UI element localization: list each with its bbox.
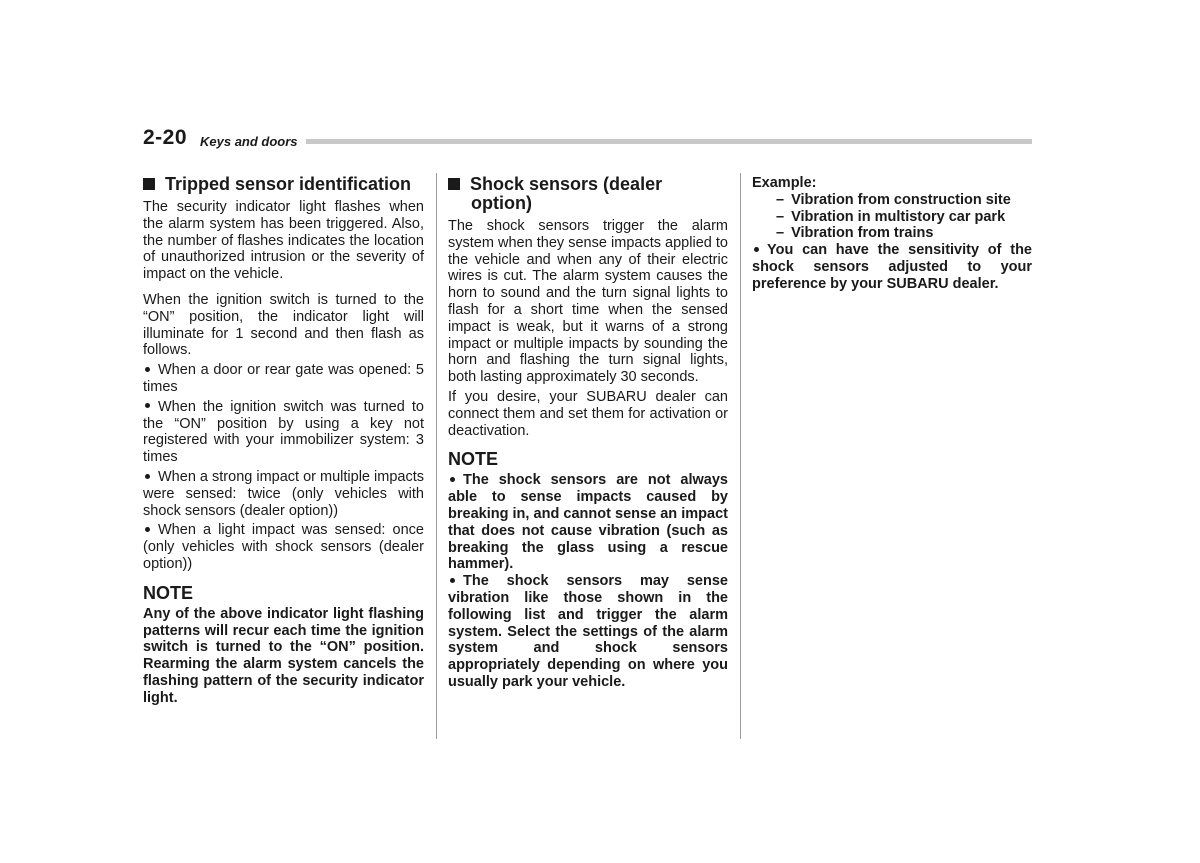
example-list	[752, 192, 1032, 242]
bullet-icon	[145, 527, 150, 532]
note-bullet: You can have the sensitivity of the shock sensors adjusted to your preference by your SUBARU dealer.	[752, 242, 1032, 292]
paragraph: The shock sensors trigger the alarm system when they sense impacts applied to the vehicle and when any of their electric wires is cut. The alarm system causes the horn to sound and the turn signal lights to flash for a short time when the sensed impact is weak, but it warns of a strong impact or multiple impacts by sounding the horn and flashing the turn signal lights, both lasting approximately 30 seconds.	[448, 218, 728, 386]
bullet-icon	[450, 578, 455, 583]
section-heading: Shock sensors (dealer option)	[448, 175, 728, 213]
column-tripped-sensor	[143, 175, 424, 707]
section-heading: Tripped sensor identification	[143, 175, 424, 194]
page-header	[143, 126, 1032, 152]
paragraph: The security indicator light flashes when the alarm system has been triggered. Also, the number of flashes indicates the location of unauthorized intrusion or the severity of impact on the vehicle.	[143, 199, 424, 283]
list-item: When a light impact was sensed: once (only vehicles with shock sensors (dealer option))	[143, 522, 424, 572]
paragraph: When the ignition switch is turned to the “ON” position, the indicator light will illuminate for 1 second and then flash as follows.	[143, 291, 424, 359]
bullet-icon	[145, 474, 150, 479]
example-label: Example:	[752, 175, 817, 191]
list-item: When the ignition switch was turned to the “ON” position by using a key not registered with your immobilizer system: 3 times	[143, 398, 424, 466]
square-bullet-icon	[143, 178, 155, 190]
bullet-icon	[145, 367, 150, 372]
list-item: – Vibration from construction site	[776, 192, 1032, 209]
section-title: Keys and doors	[200, 134, 298, 149]
column-divider	[436, 173, 437, 739]
list-item: – Vibration from trains	[776, 225, 1032, 242]
note-bullet: The shock sensors are not always able to sense impacts caused by breaking in, and cannot sense an impact that does not cause vibration (such as breaking the glass using a rescue hammer).	[448, 472, 728, 573]
paragraph: If you desire, your SUBARU dealer can connect them and set them for activation or deactivation.	[448, 388, 728, 439]
list-item: – Vibration in multistory car park	[776, 209, 1032, 226]
note-title: NOTE	[448, 449, 499, 470]
bullet-icon	[145, 403, 150, 408]
bullet-icon	[450, 477, 455, 482]
column-examples	[752, 175, 1032, 293]
note-title: NOTE	[143, 582, 194, 603]
square-bullet-icon	[448, 178, 460, 190]
page-number: 2-20	[143, 126, 188, 149]
list-item: When a strong impact or multiple impacts were sensed: twice (only vehicles with shock sensors (dealer option))	[143, 468, 424, 519]
header-rule	[306, 139, 1032, 144]
column-divider	[740, 173, 741, 739]
list-item: When a door or rear gate was opened: 5 times	[143, 362, 424, 395]
note-bullet: The shock sensors may sense vibration like those shown in the following list and trigger the alarm system. Select the settings of the alarm system and shock sensors appropriately depending on where you usually park your vehicle.	[448, 573, 728, 690]
note-text: Any of the above indicator light flashing patterns will recur each time the ignition switch is turned to the “ON” position. Rearming the alarm system cancels the flashing pattern of the security indicator light.	[143, 605, 424, 706]
column-shock-sensors	[448, 175, 728, 691]
bullet-icon	[754, 247, 759, 252]
